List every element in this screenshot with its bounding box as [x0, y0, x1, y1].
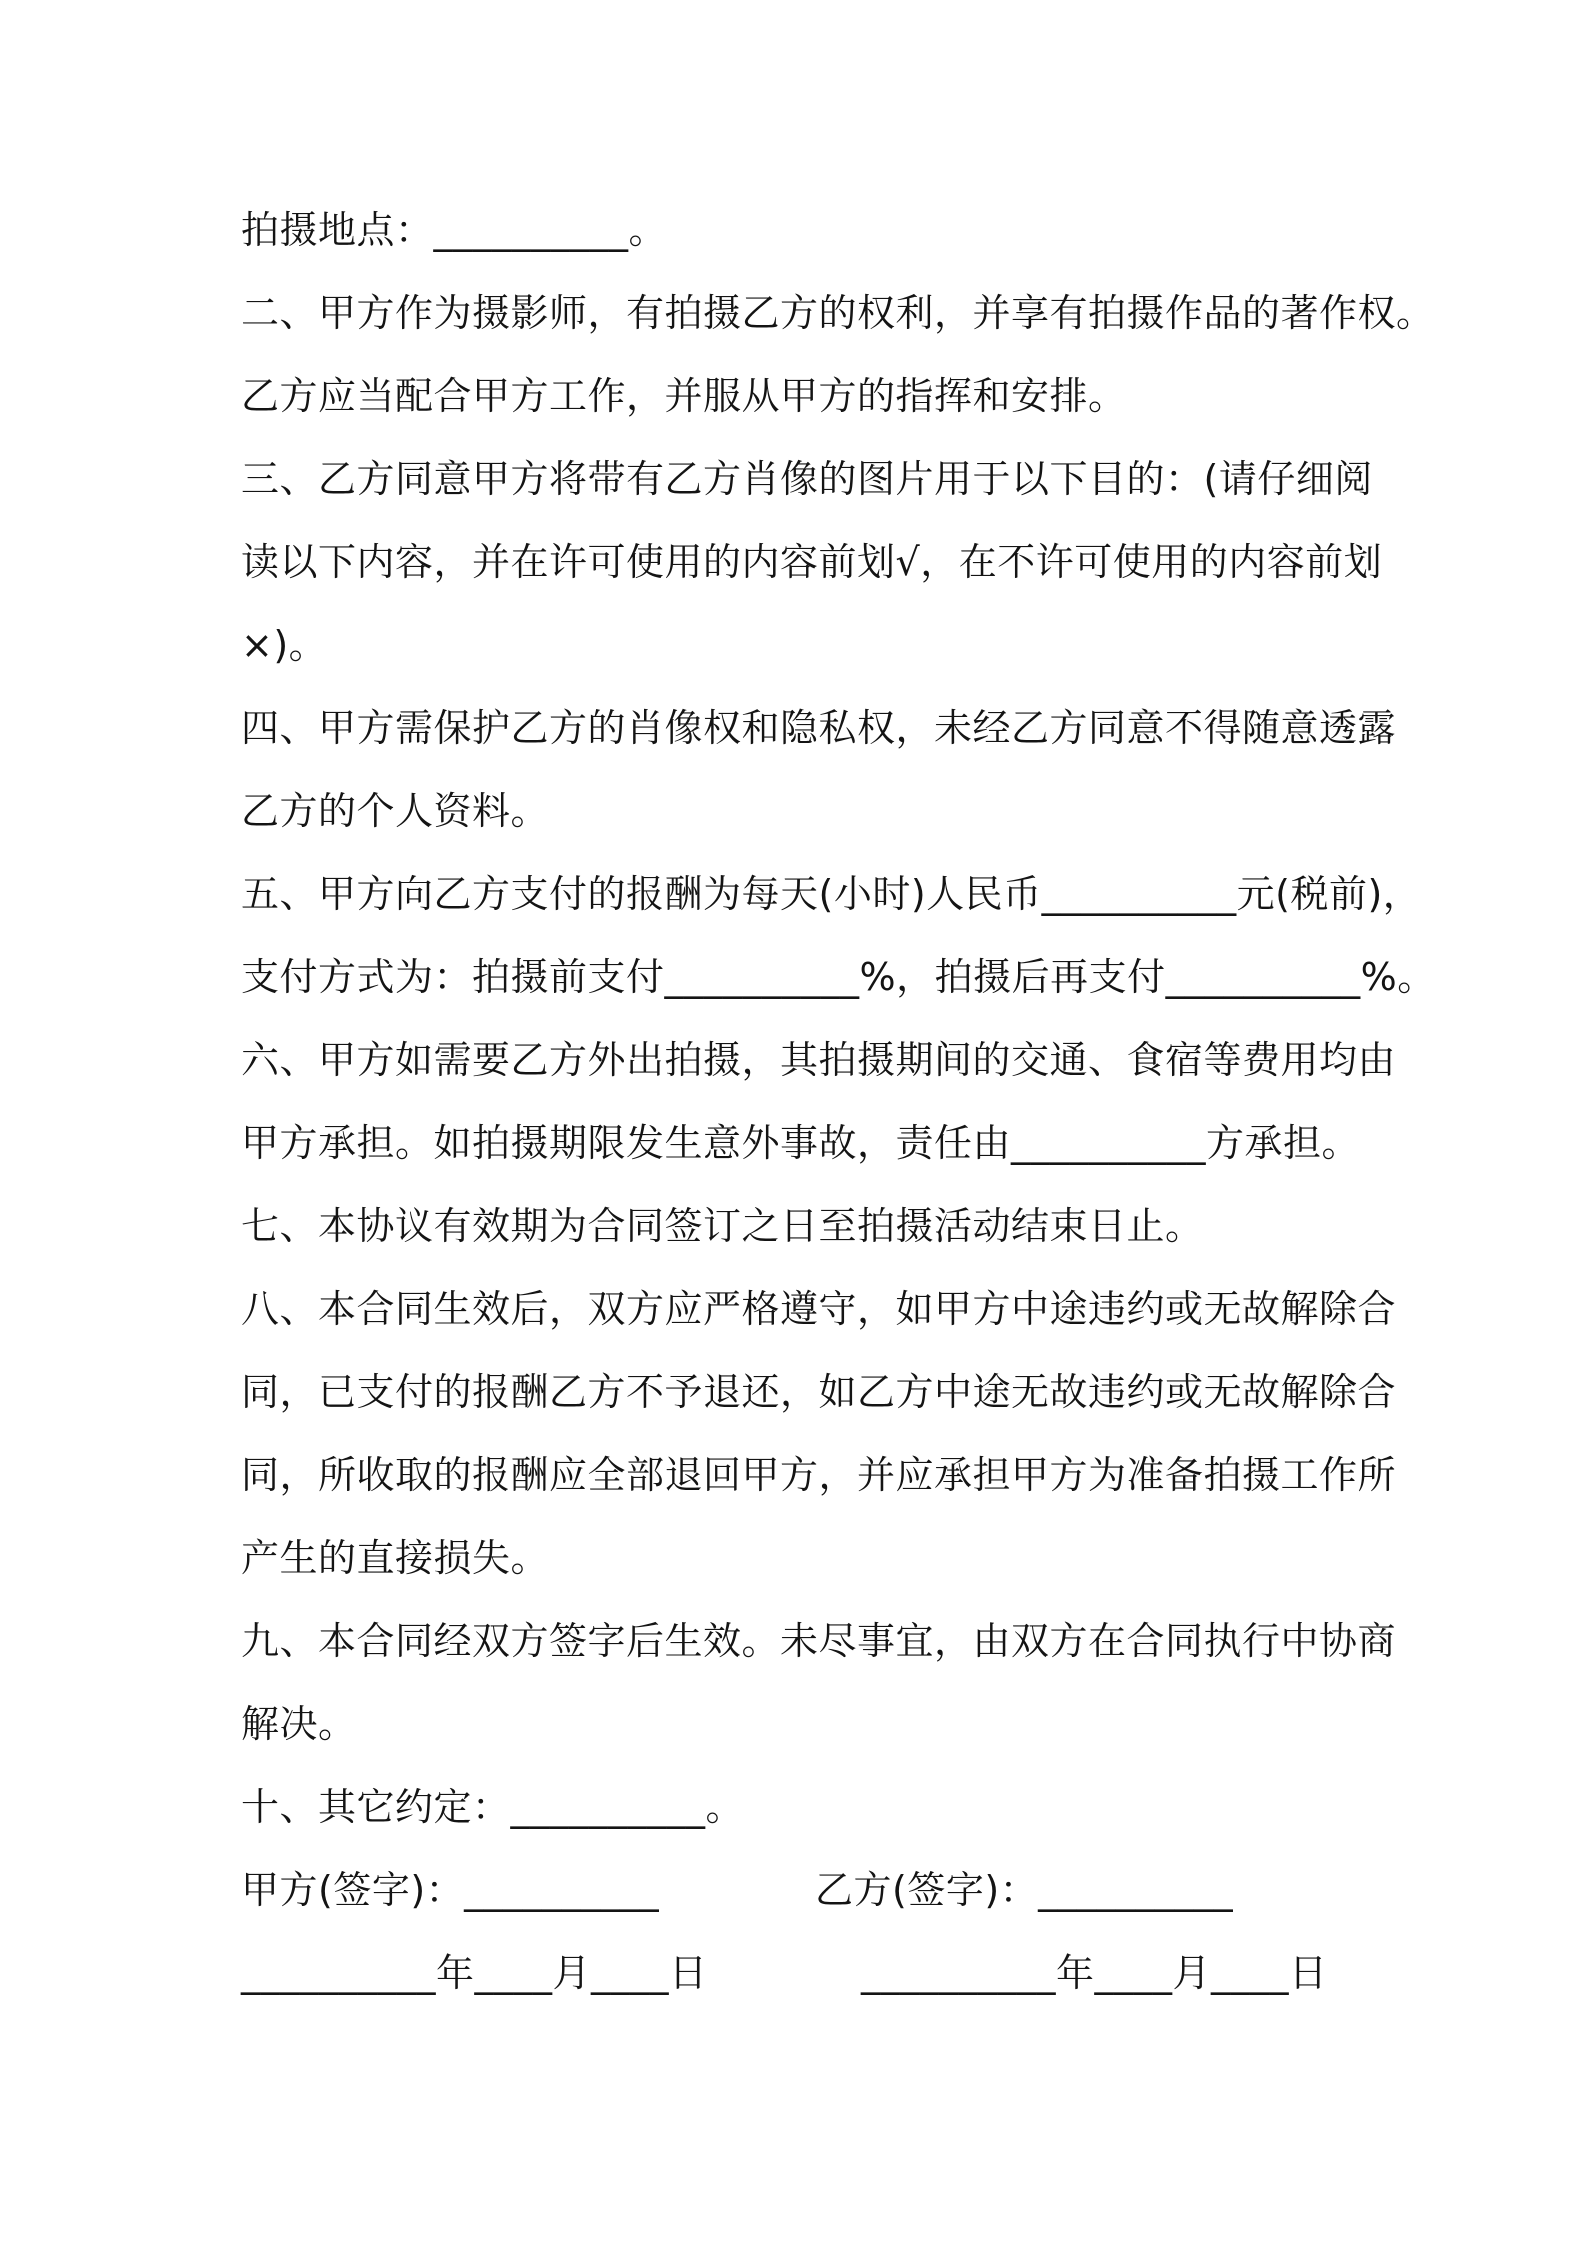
clause-2-line-2: 乙方应当配合甲方工作，并服从甲方的指挥和安排。	[241, 374, 1127, 418]
party-b-signature: 乙方(签字)：__________	[815, 1868, 1234, 1912]
clause-3-line-3: ×)。	[241, 623, 328, 667]
party-b-date: __________年____月____日	[861, 1951, 1328, 1995]
clause-4-line-1: 四、甲方需保护乙方的肖像权和隐私权，未经乙方同意不得随意透露	[241, 706, 1397, 750]
clause-7-line-1: 七、本协议有效期为合同签订之日至拍摄活动结束日止。	[241, 1204, 1204, 1248]
clause-5-line-2: 支付方式为：拍摄前支付__________%，拍摄后再支付__________%。	[241, 955, 1436, 999]
shooting-location-line: 拍摄地点：__________。	[241, 208, 668, 252]
clause-8-line-2: 同，已支付的报酬乙方不予退还，如乙方中途无故违约或无故解除合	[241, 1370, 1397, 1414]
clause-8-line-3: 同，所收取的报酬应全部退回甲方，并应承担甲方为准备拍摄工作所	[241, 1453, 1397, 1497]
clause-9-line-1: 九、本合同经双方签字后生效。未尽事宜，由双方在合同执行中协商	[241, 1619, 1397, 1663]
party-a-signature: 甲方(签字)：__________	[241, 1868, 660, 1912]
clause-3-line-2: 读以下内容，并在许可使用的内容前划√，在不许可使用的内容前划	[241, 540, 1383, 584]
clause-8-line-4: 产生的直接损失。	[241, 1536, 550, 1580]
date-row	[241, 1947, 1371, 1999]
clause-3-line-1: 三、乙方同意甲方将带有乙方肖像的图片用于以下目的：(请仔细阅	[241, 457, 1373, 501]
clause-6-line-2: 甲方承担。如拍摄期限发生意外事故，责任由__________方承担。	[241, 1121, 1361, 1165]
clause-8-line-1: 八、本合同生效后，双方应严格遵守，如甲方中途违约或无故解除合	[241, 1287, 1397, 1331]
clause-2-line-1: 二、甲方作为摄影师，有拍摄乙方的权利，并享有拍摄作品的著作权。	[241, 291, 1435, 335]
clause-6-line-1: 六、甲方如需要乙方外出拍摄，其拍摄期间的交通、食宿等费用均由	[241, 1038, 1397, 1082]
clause-4-line-2: 乙方的个人资料。	[241, 789, 550, 833]
clause-10-line-1: 十、其它约定：__________。	[241, 1785, 745, 1829]
clause-9-line-2: 解决。	[241, 1702, 357, 1746]
clause-5-line-1: 五、甲方向乙方支付的报酬为每天(小时)人民币__________元(税前)，	[241, 872, 1422, 916]
party-a-date: __________年____月____日	[241, 1951, 708, 1995]
signature-row	[241, 1864, 1371, 1916]
